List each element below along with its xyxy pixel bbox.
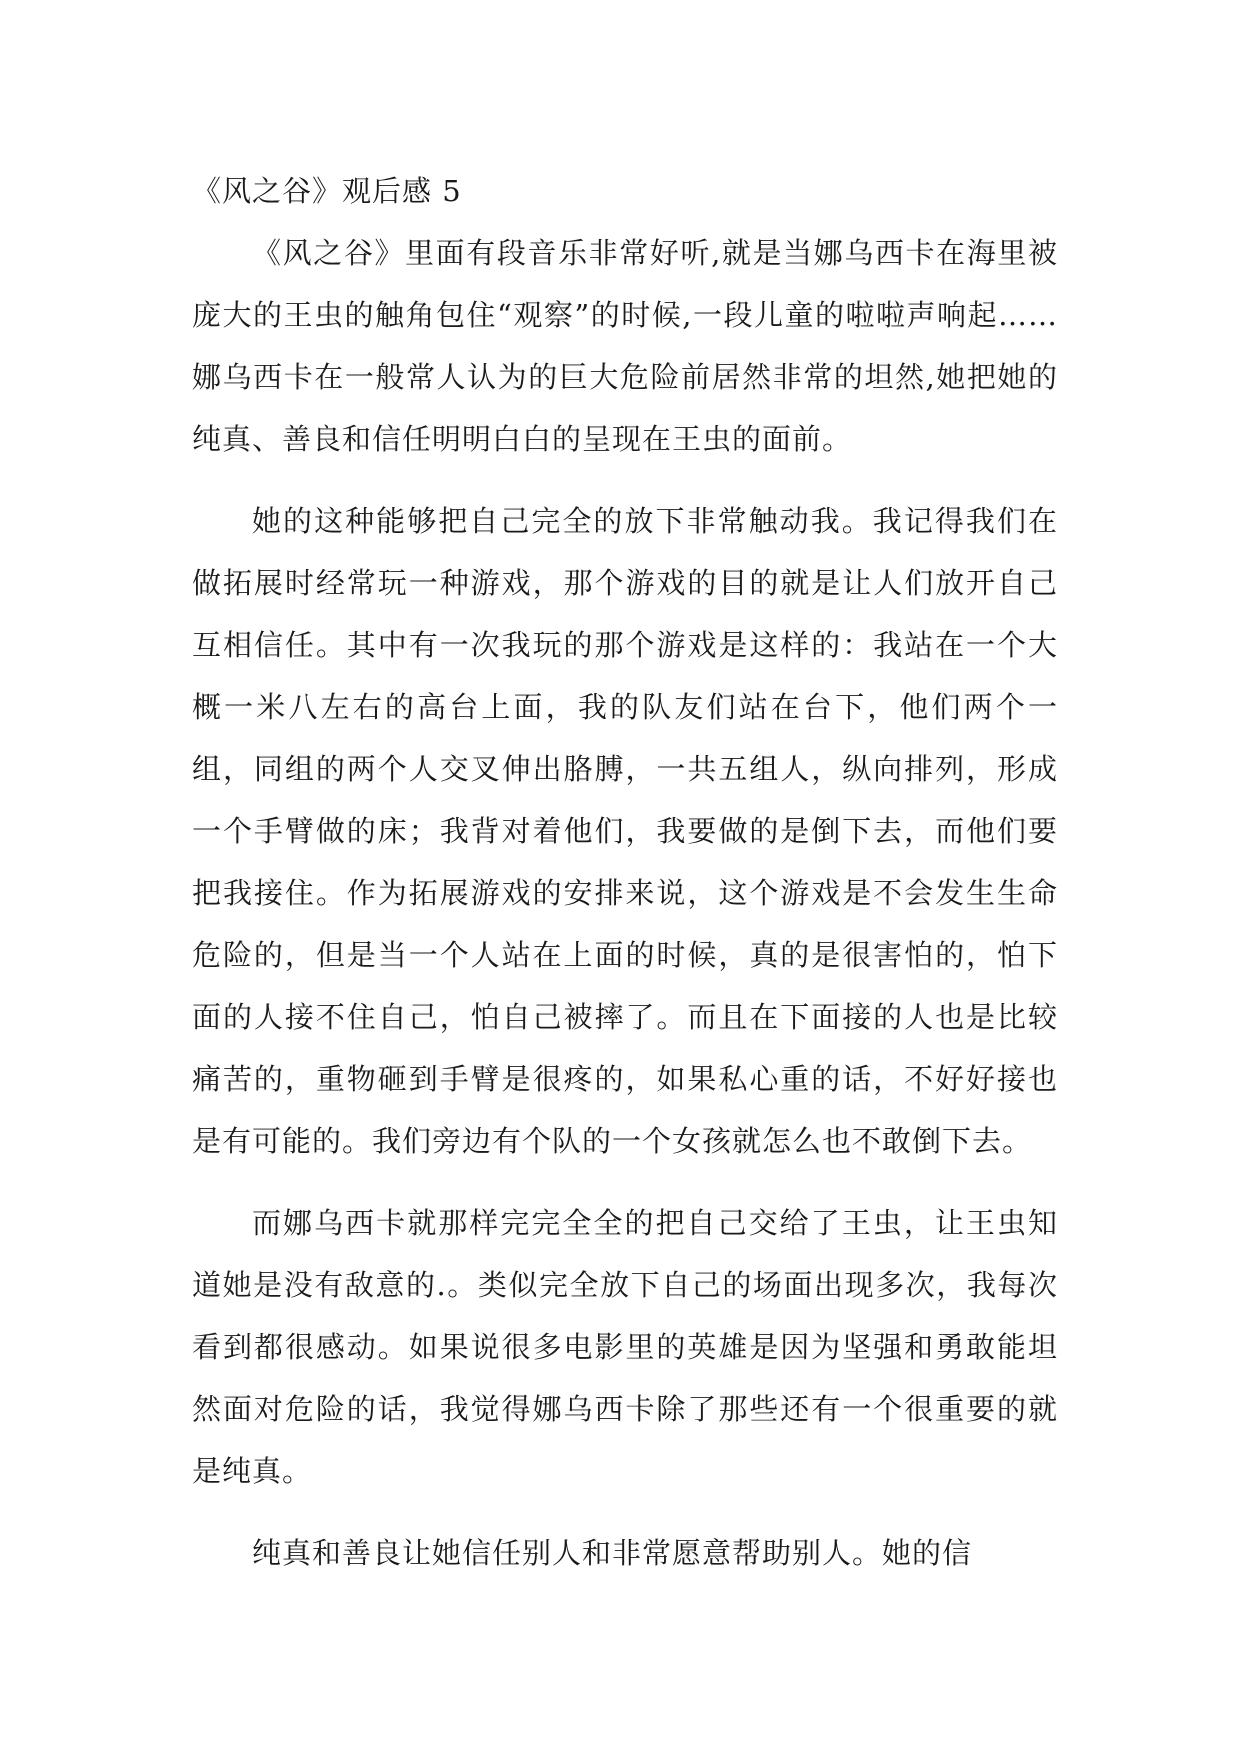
document-title: 《风之谷》观后感 5 — [192, 174, 462, 208]
paragraph-4: 纯真和善良让她信任别人和非常愿意帮助别人。她的信 — [252, 1536, 973, 1570]
paragraph-2: 她的这种能够把自己完全的放下非常触动我。我记得我们在做拓展时经常玩一种游戏，那个游戏的目的就是让人们放开自己互相信任。其中有一次我玩的那个游戏是这样的：我站在一个大概一米八左右的高台上面，我的队友们站在台下，他们两个一组，同组的两个人交叉伸出胳膊，一共五组人，纵向排列，形成一个手臂做的床；我背对着他们，我要做的是倒下去，而他们要把我接住。作为拓展游戏的安排来说，这个游戏是不会发生生命危险的，但是当一个人站在上面的时候，真的是很害怕的，怕下面的人接不住自己，怕自己被摔了。而且在下面接的人也是比较痛苦的，重物砸到手臂是很疼的，如果私心重的话，不好好接也是有可能的。我们旁边有个队的一个女孩就怎么也不敢倒下去。 — [192, 504, 1058, 1158]
document-body — [192, 160, 1058, 1584]
paragraph-1: 《风之谷》里面有段音乐非常好听,就是当娜乌西卡在海里被庞大的王虫的触角包住“观察”的时候,一段儿童的啦啦声响起……娜乌西卡在一般常人认为的巨大危险前居然非常的坦然,她把她的纯真、善良和信任明明白白的呈现在王虫的面前。 — [192, 236, 1058, 456]
paragraph-3: 而娜乌西卡就那样完完全全的把自己交给了王虫，让王虫知道她是没有敌意的.。类似完全放下自己的场面出现多次，我每次看到都很感动。如果说很多电影里的英雄是因为坚强和勇敢能坦然面对危险的话，我觉得娜乌西卡除了那些还有一个很重要的就是纯真。 — [192, 1206, 1058, 1488]
